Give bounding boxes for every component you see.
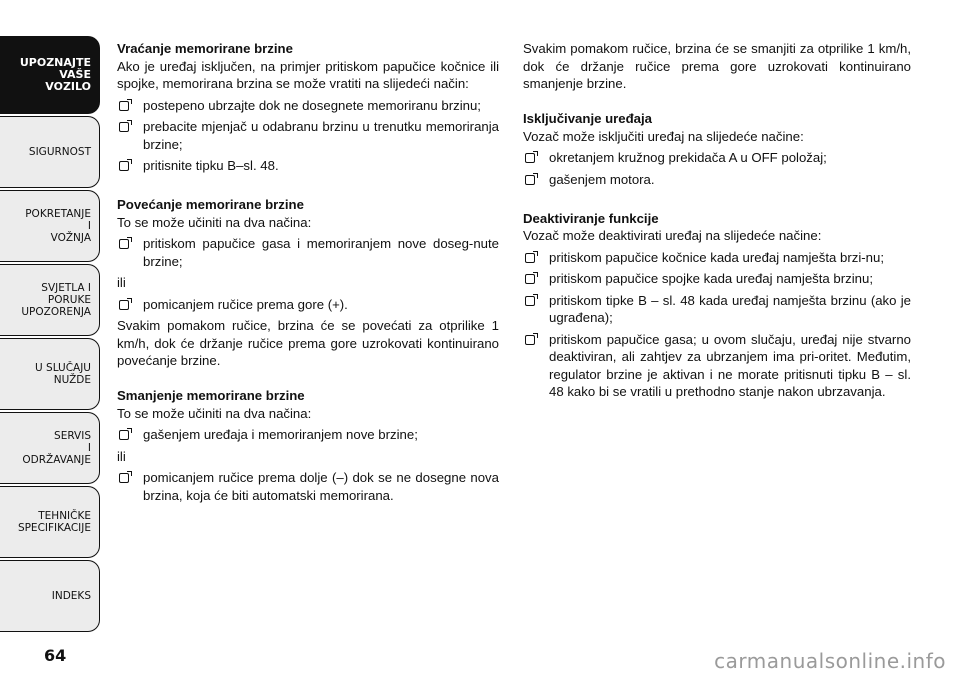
paragraph: ili <box>117 448 126 464</box>
list-item: gašenjem motora. <box>523 171 911 189</box>
section-title: Isključivanje uređaja <box>523 111 653 126</box>
list-item: pritiskom papučice gasa i memoriranjem nove doseg-nute brzine; <box>117 235 499 270</box>
paragraph: ili <box>117 275 126 290</box>
tab-upoznajte-vase-vozilo[interactable]: UPOZNAJTE VAŠE VOZILO <box>0 36 100 114</box>
section-title: Povećanje memorirane brzine <box>117 197 304 212</box>
list-item: prebacite mjenjač u odabranu brzinu u trenutku memoriranja brzine; <box>117 118 499 153</box>
list-item: pritiskom papučice gasa; u ovom slučaju, uređaj nije stvarno deaktiviran, ali zahtjev za ubrzanjem ima pri-oritet. Međutim, regulator brzine je aktivan i ne morate pritisnuti tipku B – sl. 48 kako bi se vratili u prethodno stanje nakon ubrzavanja. <box>523 331 911 401</box>
paragraph: To se može učiniti na dva načina: <box>117 214 312 230</box>
bullet-icon <box>119 473 129 483</box>
watermark: carmanualsonline.info <box>714 649 946 673</box>
tab-u-slucaju-nuzde[interactable]: U SLUČAJU NUŽDE <box>0 338 100 410</box>
tab-svjetla-i-poruke[interactable]: SVJETLA I PORUKE UPOZORENJA <box>0 264 100 336</box>
tab-tehnicke-specifikacije[interactable]: TEHNIČKE SPECIFIKACIJE <box>0 486 100 558</box>
tab-indeks[interactable]: INDEKS <box>0 560 100 632</box>
bullet-icon <box>525 335 535 345</box>
bullet-icon <box>119 430 129 440</box>
section-title: Vraćanje memorirane brzine <box>117 41 293 56</box>
list-item: gašenjem uređaja i memoriranjem nove brzine; <box>117 426 499 444</box>
bullet-icon <box>119 101 129 111</box>
section-title: Smanjenje memorirane brzine <box>117 388 305 403</box>
paragraph: To se može učiniti na dva načina: <box>117 405 312 421</box>
bullet-icon <box>525 253 535 263</box>
bullet-icon <box>119 122 129 132</box>
paragraph: Svakim pomakom ručice, brzina će se povećati za otprilike 1 km/h, dok će držanje ručice prema gore uzrokovati kontinuirano povećanje brzine. <box>117 318 499 368</box>
list-item: pomicanjem ručice prema dolje (–) dok se ne dosegne nova brzina, koja će biti automatski memorirana. <box>117 469 499 504</box>
left-column <box>117 40 499 508</box>
bullet-icon <box>119 239 129 249</box>
tab-pokretanje-i-voznja[interactable]: POKRETANJE I VOŽNJA <box>0 190 100 262</box>
list-item: pritisnite tipku B–sl. 48. <box>117 157 499 175</box>
paragraph: Vozač može isključiti uređaj na slijedeće načine: <box>523 128 804 144</box>
right-column <box>523 40 911 405</box>
bullet-icon <box>525 153 535 163</box>
tab-servis-i-odrzavanje[interactable]: SERVIS I ODRŽAVANJE <box>0 412 100 484</box>
list-item: okretanjem kružnog prekidača A u OFF položaj; <box>523 149 911 167</box>
bullet-icon <box>525 296 535 306</box>
list-item: pritiskom papučice spojke kada uređaj namješta brzinu; <box>523 270 911 288</box>
paragraph: Vozač može deaktivirati uređaj na slijedeće načine: <box>523 228 822 243</box>
page-number: 64 <box>44 646 67 665</box>
paragraph: Svakim pomakom ručice, brzina će se smanjiti za otprilike 1 km/h, dok će držanje ručice prema gore uzrokovati kontinuirano smanjenje brzine. <box>523 41 911 91</box>
list-item: pritiskom tipke B – sl. 48 kada uređaj namješta brzinu (ako je ugrađena); <box>523 292 911 327</box>
list-item: pomicanjem ručice prema gore (+). <box>117 296 499 314</box>
section-title: Deaktiviranje funkcije <box>523 210 659 226</box>
paragraph: Ako je uređaj isključen, na primjer pritiskom papučice kočnice ili spojke, memorirana brzina se može vratiti na slijedeći način: <box>117 58 499 91</box>
bullet-icon <box>119 161 129 171</box>
list-item: pritiskom papučice kočnice kada uređaj namješta brzi-nu; <box>523 249 911 267</box>
bullet-icon <box>525 274 535 284</box>
tab-sigurnost[interactable]: SIGURNOST <box>0 116 100 188</box>
list-item: postepeno ubrzajte dok ne dosegnete memoriranu brzinu; <box>117 97 499 115</box>
bullet-icon <box>119 300 129 310</box>
bullet-icon <box>525 175 535 185</box>
